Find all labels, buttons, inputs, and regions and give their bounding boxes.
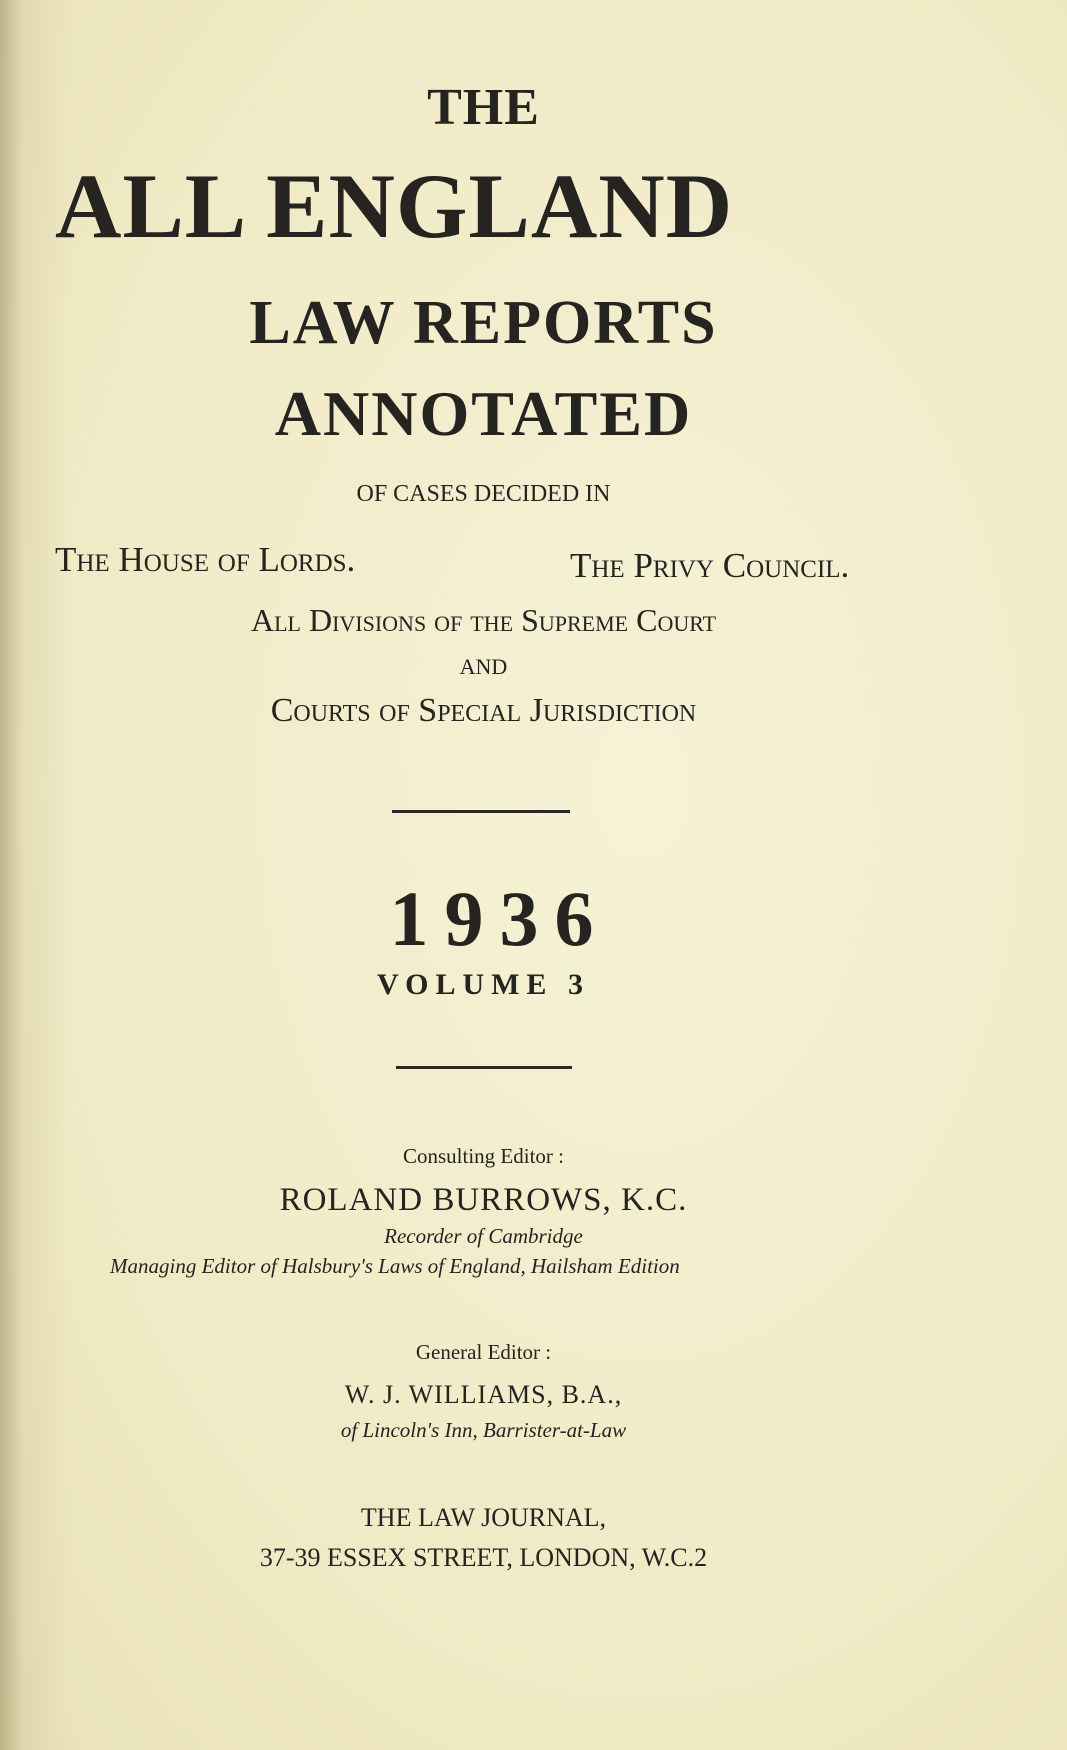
publisher-address: 37-39 ESSEX STREET, LONDON, W.C.2 <box>259 1543 708 1572</box>
edition-year: 1936 <box>389 875 610 962</box>
courts-and: AND <box>459 654 508 679</box>
consulting-editor-label: Consulting Editor : <box>402 1144 564 1168</box>
divider-upper <box>392 810 570 813</box>
title-annotated: ANNOTATED <box>274 378 693 449</box>
consulting-editor-role-managing: Managing Editor of Halsbury's Laws of England, Hailsham Edition <box>110 1254 680 1278</box>
consulting-editor-role-recorder: Recorder of Cambridge <box>384 1224 583 1248</box>
court-special-jurisdiction: Courts of Special Jurisdiction <box>270 692 697 729</box>
title-main: ALL ENGLAND <box>55 155 734 257</box>
general-editor-name: W. J. WILLIAMS, B.A., <box>344 1380 623 1409</box>
general-editor-role: of Lincoln's Inn, Barrister-at-Law <box>340 1418 627 1442</box>
title-law-reports: LAW REPORTS <box>249 289 718 357</box>
publisher-name: THE LAW JOURNAL, <box>360 1503 607 1532</box>
divider-lower <box>396 1066 572 1069</box>
title-the: THE <box>427 79 540 136</box>
courts-intro: OF CASES DECIDED IN <box>356 481 611 507</box>
general-editor-label: General Editor : <box>415 1340 552 1364</box>
court-privy-council: The Privy Council. <box>570 546 850 585</box>
consulting-editor-name: ROLAND BURROWS, K.C. <box>279 1182 688 1218</box>
edition-volume: VOLUME 3 <box>377 968 590 1001</box>
court-house-of-lords: The House of Lords. <box>55 540 356 579</box>
court-supreme-divisions: All Divisions of the Supreme Court <box>250 602 717 638</box>
